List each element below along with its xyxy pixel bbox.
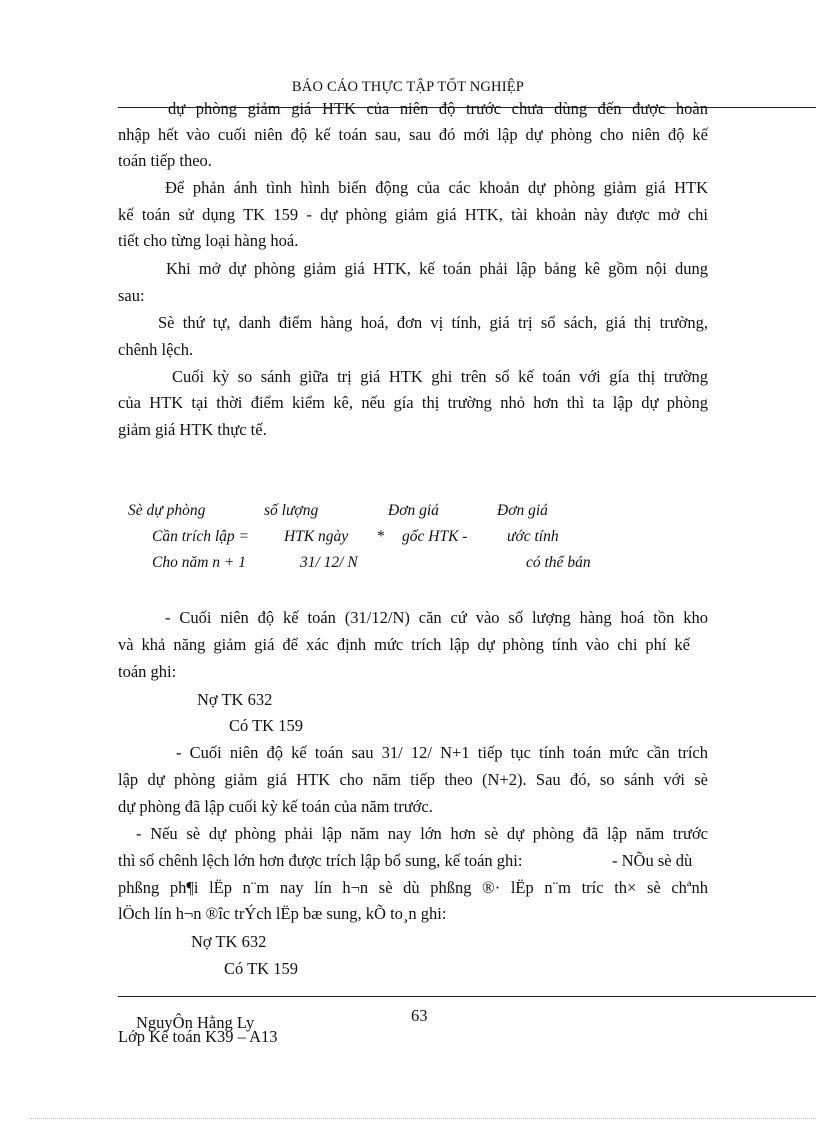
paragraph-2-line-3: tiết cho từng loại hàng hoá. [118,231,299,250]
paragraph-7-line-3: dự phòng đã lập cuối kỳ kế toán của năm trước. [118,797,433,816]
entry-1-credit: Có TK 159 [229,716,303,735]
paragraph-4-line-1: Sè thứ tự, danh điểm hàng hoá, đơn vị tính, giá trị sổ sách, giá thị trường, [158,313,708,332]
paragraph-2-line-1: Để phản ánh tình hình biến động của các khoản dự phòng giảm giá HTK [165,178,708,197]
paragraph-4-line-2: chênh lệch. [118,340,194,359]
paragraph-8-line-3: phßng ph¶i lËp n¨m nay lín h¬n sè dù phßng ®· lËp n¨m tríc th× sè chªnh [118,878,708,897]
formula-year-label: Cho năm n + 1 [152,554,246,571]
formula-unit-price-label: Đơn giá [388,502,439,519]
formula-quantity-label: số lượng [264,502,319,519]
paragraph-7-line-2: lập dự phòng giảm giá HTK cho năm tiếp theo (N+2). Sau đó, so sánh với sè [118,770,708,789]
entry-2-credit: Có TK 159 [224,959,298,978]
paragraph-6-line-1: - Cuối niên độ kế toán (31/12/N) căn cứ vào số lượng hàng hoá tồn kho [165,608,708,627]
formula-required-label: Cần trích lập = [152,528,250,545]
class-info: Lớp Kế toán K39 – A13 [118,1027,278,1046]
formula-multiply-sign: * [377,528,385,545]
paragraph-5-line-1: Cuối kỳ so sánh giữa trị giá HTK ghi trên sổ kế toán với gía thị trường [172,367,708,386]
paragraph-5-line-2: của HTK tại thời điểm kiểm kê, nếu gía thị trường nhỏ hơn thì ta lập dự phòng [118,393,708,412]
entry-2-debit: Nợ TK 632 [191,932,267,951]
formula-date-label: 31/ 12/ N [300,554,358,571]
formula-unit-price-label-2: Đơn giá [497,502,548,519]
report-header-title: BÁO CÁO THỰC TẬP TỐT NGHIỆP [291,79,525,95]
entry-1-debit: Nợ TK 632 [197,690,273,709]
paragraph-1-line-1: dự phòng giảm giá HTK của niên độ trước chưa dùng đến được hoàn [168,99,708,118]
paragraph-1-line-3: toán tiếp theo. [118,151,212,170]
formula-original-price-label: gốc HTK - [402,528,468,545]
paragraph-5-line-3: giảm giá HTK thực tế. [118,420,267,439]
paragraph-8-line-1: - Nếu sè dự phòng phải lập năm nay lớn hơn sè dự phòng đã lập năm trước [136,824,708,843]
paragraph-3-line-1: Khi mở dự phòng giảm giá HTK, kế toán phải lập bảng kê gồm nội dung [166,259,708,278]
paragraph-2-line-2: kế toán sử dụng TK 159 - dự phòng giảm giá HTK, tài khoản này được mở chi [118,205,708,224]
paragraph-8-line-2b: - NÕu sè dù [612,851,693,870]
formula-reserve-label: Sè dự phòng [128,502,206,519]
paragraph-1-line-2: nhập hết vào cuối niên độ kế toán sau, sau đó mới lập dự phòng cho niên độ kế [118,125,708,144]
footer-divider [118,996,816,997]
author-name: NguyÔn Hằng Ly [136,1013,255,1032]
formula-sellable-label: có thể bán [526,554,591,571]
formula-inventory-date-label: HTK ngày [284,528,349,545]
paragraph-7-line-1: - Cuối niên độ kế toán sau 31/ 12/ N+1 tiếp tục tính toán mức cần trích [176,743,708,762]
paragraph-6-line-2: và khả năng giảm giá để xác định mức trích lập dự phòng tính vào chi phí kế [118,635,690,654]
page-number: 63 [411,1006,428,1025]
paragraph-8-line-4: lÖch lín h¬n ®îc trÝch lËp bæ sung, kÕ to¸n ghi: [118,904,447,923]
formula-estimated-label: ước tính [507,528,559,545]
paragraph-3-line-2: sau: [118,286,145,305]
paragraph-6-line-3: toán ghi: [118,662,177,681]
page-bottom-dotted-edge [30,1118,816,1119]
paragraph-8-line-2a: thì số chênh lệch lớn hơn được trích lập bổ sung, kế toán ghi: [118,851,523,870]
